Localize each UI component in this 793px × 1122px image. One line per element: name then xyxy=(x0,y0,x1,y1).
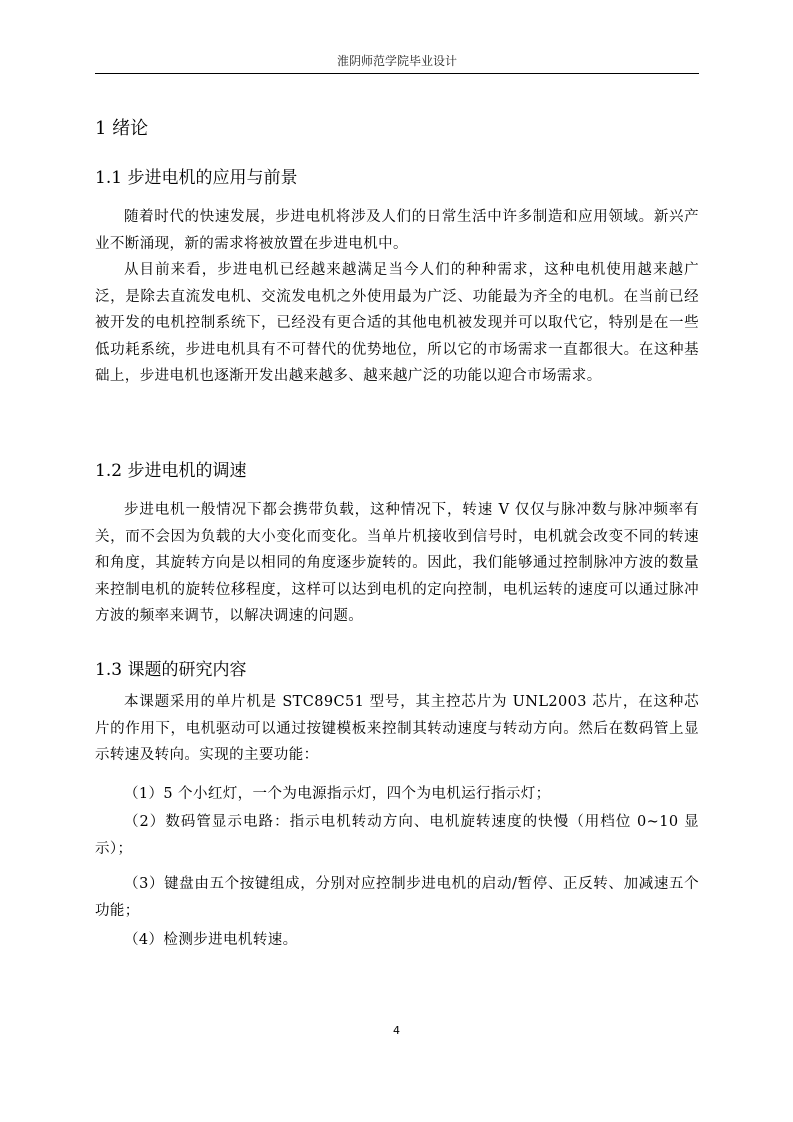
paragraph: 随着时代的快速发展，步进电机将涉及人们的日常生活中许多制造和应用领域。新兴产业不断涌现，新的需求将被放置在步进电机中。 xyxy=(95,209,699,252)
section-heading-1-2: 1.2 步进电机的调速 xyxy=(95,461,247,481)
chapter-title: 1 绪论 xyxy=(95,118,149,139)
list-item: （4）检测步进电机转速。 xyxy=(124,932,298,948)
page-number: 4 xyxy=(393,1024,400,1037)
list-item: （1）5 个小红灯，一个为电源指示灯，四个为电机运行指示灯； xyxy=(124,786,551,802)
section-heading-1-1: 1.1 步进电机的应用与前景 xyxy=(95,168,298,188)
paragraph: 从目前来看，步进电机已经越来越满足当今人们的种种需求，这种电机使用越来越广泛，是除去直流发电机、交流发电机之外使用最为广泛、功能最为齐全的电机。在当前已经被开发的电机控制系统下，已经没有更合适的其他电机被发现并可以取代它，特别是在一些低功耗系统，步进电机具有不可替代的优势地位，所以它的市场需求一直都很大。在这种基础上，步进电机也逐渐开发出越来越多、越来越广泛的功能以迎合市场需求。 xyxy=(95,262,699,385)
section-heading-1-3: 1.3 课题的研究内容 xyxy=(95,660,247,680)
list-item: （3）键盘由五个按键组成，分别对应控制步进电机的启动/暂停、正反转、加减速五个功能； xyxy=(95,876,699,919)
paragraph: 步进电机一般情况下都会携带负载，这种情况下，转速 V 仅仅与脉冲数与脉冲频率有关，而不会因为负载的大小变化而变化。当单片机接收到信号时，电机就会改变不同的转速和角度，其旋转方向是以相同的角度逐步旋转的。因此，我们能够通过控制脉冲方波的数量来控制电机的旋转位移程度，这样可以达到电机的定向控制，电机运转的速度可以通过脉冲方波的频率来调节，以解决调速的问题。 xyxy=(95,502,699,625)
paragraph: 本课题采用的单片机是 STC89C51 型号，其主控芯片为 UNL2003 芯片，在这种芯片的作用下，电机驱动可以通过按键模板来控制其转动速度与转动方向。然后在数码管上显示转速及转向。实现的主要功能： xyxy=(95,694,699,764)
page-header: 淮阴师范学院毕业设计 xyxy=(95,52,699,74)
list-item: （2）数码管显示电路：指示电机转动方向、电机旋转速度的快慢（用档位 0~10 显示）； xyxy=(95,814,699,857)
